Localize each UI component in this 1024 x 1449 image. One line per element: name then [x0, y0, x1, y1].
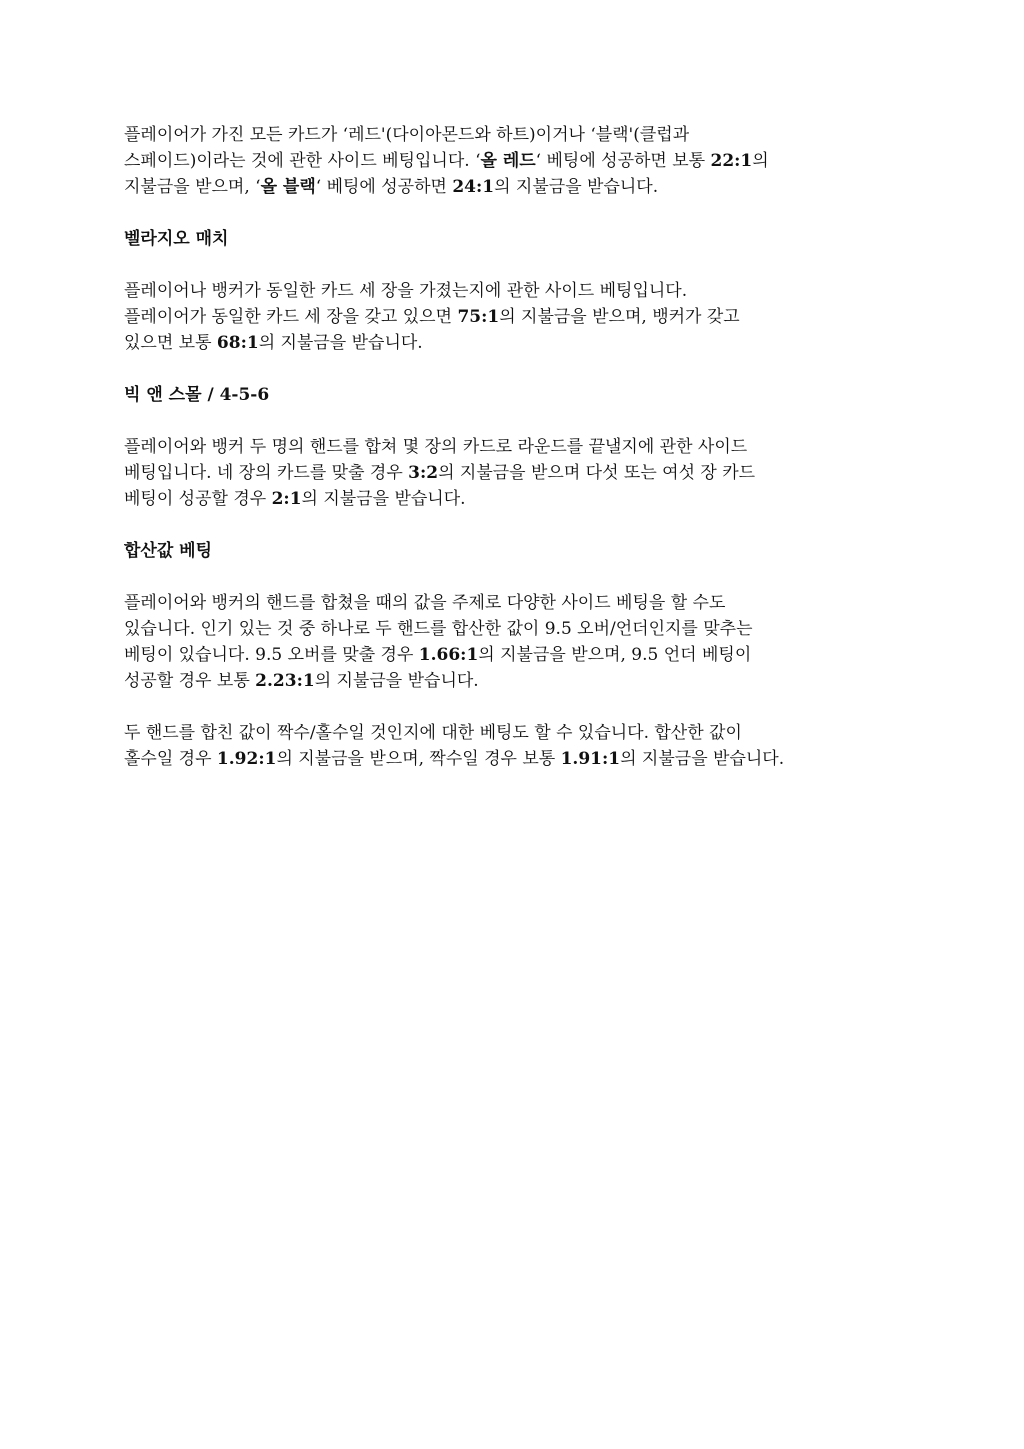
text-run: 플레이어가 가진 모든 카드가 ‘레드'(다이아몬드와 하트)이거나 ‘블랙'(클럽과: [124, 125, 690, 145]
text-run: 플레이어와 뱅커 두 명의 핸드를 합쳐 몇 장의 카드로 라운드를 끝낼지에 관한 사이드: [124, 437, 748, 457]
text-run: 의 지불금을 받습니다.: [258, 333, 423, 353]
text-line: [124, 642, 904, 668]
text-line: [124, 486, 904, 512]
bold-text-run: 75:1: [457, 307, 500, 327]
bold-text-run: 올 레드: [480, 151, 536, 171]
text-line: [124, 590, 904, 616]
text-run: 의 지불금을 받으며, 짝수일 경우 보통: [276, 749, 561, 769]
text-line: [124, 174, 904, 200]
text-run: 의 지불금을 받으며, 뱅커가 갖고: [499, 307, 740, 327]
text-line: [124, 746, 904, 772]
bold-text-run: 1.91:1: [560, 749, 621, 769]
text-line: [124, 278, 904, 304]
bellagio-match-paragraph: [124, 278, 904, 356]
text-run: 스페이드)이라는 것에 관한 사이드 베팅입니다. ‘: [124, 151, 481, 171]
sum-value-paragraph-1: [124, 590, 904, 694]
bold-text-run: 2:1: [271, 489, 302, 509]
bold-text-run: 올 블랙: [260, 177, 316, 197]
bold-text-run: 3:2: [408, 463, 439, 483]
text-run: 의 지불금을 받습니다.: [301, 489, 466, 509]
intro-paragraph: [124, 122, 904, 200]
text-run: 의 지불금을 받습니다.: [314, 671, 479, 691]
text-run: ‘ 베팅에 성공하면: [315, 177, 453, 197]
text-line: [124, 668, 904, 694]
text-run: 성공할 경우 보통: [124, 671, 256, 691]
text-line: [124, 122, 904, 148]
bold-text-run: 24:1: [452, 177, 495, 197]
text-run: 의 지불금을 받습니다.: [494, 177, 659, 197]
bold-text-run: 1.66:1: [418, 645, 479, 665]
document-page: [124, 122, 904, 798]
text-run: 의 지불금을 받습니다.: [620, 749, 785, 769]
text-line: [124, 720, 904, 746]
text-run: 의 지불금을 받으며, 9.5 언더 베팅이: [478, 645, 752, 665]
text-line: [124, 460, 904, 486]
text-line: [124, 304, 904, 330]
text-run: 플레이어가 동일한 카드 세 장을 갖고 있으면: [124, 307, 458, 327]
text-run: 있으면 보통: [124, 333, 217, 353]
text-run: 지불금을 받으며, ‘: [124, 177, 261, 197]
text-run: 베팅이 성공할 경우: [124, 489, 272, 509]
bold-text-run: 1.92:1: [216, 749, 277, 769]
sum-value-paragraph-2: [124, 720, 904, 772]
bold-text-run: 68:1: [216, 333, 259, 353]
sum-value-betting-heading: 합산값 베팅: [124, 541, 213, 561]
text-run: 베팅입니다. 네 장의 카드를 맞출 경우: [124, 463, 409, 483]
text-run: 플레이어와 뱅커의 핸드를 합쳤을 때의 값을 주제로 다양한 사이드 베팅을 할 수도: [124, 593, 726, 613]
bold-text-run: 22:1: [710, 151, 753, 171]
text-run: 두 핸드를 합친 값이 짝수/홀수일 것인지에 대한 베팅도 할 수 있습니다. 합산한 값이: [124, 723, 742, 743]
big-and-small-paragraph: [124, 434, 904, 512]
text-run: 홀수일 경우: [124, 749, 217, 769]
text-run: 플레이어나 뱅커가 동일한 카드 세 장을 가졌는지에 관한 사이드 베팅입니다.: [124, 281, 688, 301]
text-line: [124, 616, 904, 642]
text-run: 있습니다. 인기 있는 것 중 하나로 두 핸드를 합산한 값이 9.5 오버/언더인지를 맞추는: [124, 619, 753, 639]
text-run: ‘ 베팅에 성공하면 보통: [535, 151, 711, 171]
text-line: [124, 148, 904, 174]
text-line: [124, 330, 904, 356]
text-run: 의 지불금을 받으며 다섯 또는 여섯 장 카드: [438, 463, 756, 483]
big-and-small-heading: 빅 앤 스몰 / 4-5-6: [124, 385, 270, 405]
bellagio-match-heading: 벨라지오 매치: [124, 229, 229, 249]
text-run: 의: [752, 151, 769, 171]
text-run: 베팅이 있습니다. 9.5 오버를 맞출 경우: [124, 645, 419, 665]
bold-text-run: 2.23:1: [255, 671, 315, 691]
text-line: [124, 434, 904, 460]
